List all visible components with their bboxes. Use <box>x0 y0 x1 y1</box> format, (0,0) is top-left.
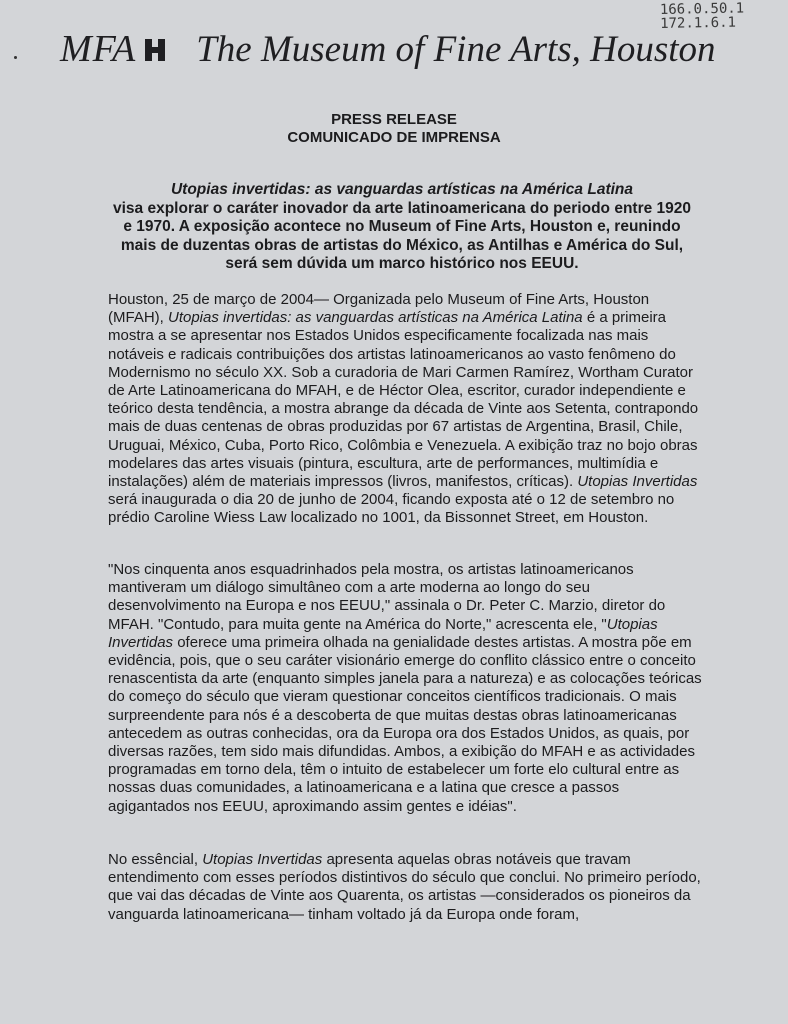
paragraph-text: oferece uma primeira olhada na genialidade destes artistas. A mostra põe em evidência, pois, que o seu caráter visionário emerge do conflito clássico entre o conceito renascentista da arte (enquanto simples janela para a natureza) e as colocações teóricas do começo do século que vieram questionar conceitos científicos tradicionais. O mais surpreendente para nós é a descoberta de que muitas destas obras latinoamericanas antecedem as outras conhecidas, ora da Europa ora dos Estados Unidos, as quais, por diversas razões, tem sido mais difundidas. Ambos, a exibição do MFAH e as actividades programadas em torno dela, têm o intuito de estabelecer um forte elo cultural entre as nossas duas comunidades, a latinoamericana e a latina que cresce a passos agigantados nos EEUU, aproximando assim gentes e idéias". <box>108 633 702 815</box>
lead-exhibition-title: Utopias invertidas: as vanguardas artísticas na América Latina <box>170 181 634 198</box>
paragraph-text: Houston, 25 de março de 2004— Organizada pelo Museum of Fine Arts, Houston (MFAH), <box>108 291 650 327</box>
paragraph-text: No essêncial, <box>108 851 203 868</box>
archive-note-line: 172.1.6.1 <box>659 14 737 32</box>
paragraph-text: será inaugurada o dia 20 de junho de 2004, ficando exposta até o 12 de setembro no prédio Caroline Wiess Law localizado no 1001, da Bissonnet Street, em Houston. <box>108 491 675 527</box>
paragraph-1 <box>108 291 702 528</box>
exhibition-title-em: Utopias Invertidas <box>577 473 698 491</box>
paragraph-text: apresenta aquelas obras notáveis que travam entendimento com esses períodos distintivos do século que conclui. No primeiro período, que vai das décadas de Vinte aos Quarenta, os artistas —considerados os pioneiros da vanguarda latinoamericana— tinham voltado já da Europa onde foram, <box>108 851 701 923</box>
release-heading <box>0 111 788 147</box>
mfah-h-logo-icon <box>144 38 166 62</box>
museum-name: The Museum of Fine Arts, Houston <box>196 28 716 70</box>
exhibition-title-em: Utopias invertidas: as vanguardas artísticas na América Latina <box>168 309 583 327</box>
mfa-abbrev: MFA <box>60 28 137 70</box>
exhibition-title-em: Utopias Invertidas <box>202 851 323 868</box>
paragraph-text: "Nos cinquenta anos esquadrinhados pela mostra, os artistas latinoamericanos mantiveram um diálogo simultâneo com a arte moderna ao longo do seu desenvolvimento na Europa e nos EEUU," assinala o Dr. Peter C. Marzio, diretor do MFAH. "Contudo, para muita gente na América do Norte," acrescenta ele, " <box>108 561 666 633</box>
lead-summary <box>108 181 696 274</box>
exhibition-title-em: Utopias Invertidas <box>108 615 658 651</box>
letterhead <box>60 24 760 74</box>
archive-note-line: 166.0.50.1 <box>659 0 745 18</box>
lead-text: visa explorar o caráter inovador da arte latinoamericana do periodo entre 1920 e 1970. A exposição acontece no Museum of Fine Arts, Houston e, reunindo mais de duzentas obras de artistas do México, as Antilhas e América do Sul, será sem dúvida um marco histórico nos EEUU. <box>112 199 692 272</box>
heading-line-comunicado: COMUNICADO DE IMPRENSA <box>287 129 501 146</box>
paragraph-3 <box>108 851 702 924</box>
paragraph-2 <box>108 561 702 816</box>
punch-mark <box>14 56 17 59</box>
heading-line-press-release: PRESS RELEASE <box>331 111 457 128</box>
paragraph-text: é a primeira mostra a se apresentar nos Estados Unidos especificamente focalizada nas mais notáveis e radicais contribuições dos artistas latinoamericanos ao vasto fenômeno do Modernismo no século XX. Sob a curadoria de Mari Carmen Ramírez, Wortham Curator de Arte Latinoamericana do MFAH, e de Héctor Olea, escritor, curador independiente e teórico desta tendência, a mostra abrange da década de Vinte aos Setenta, contrapondo mais de duas centenas de obras produzidas por 67 artistas de Argentina, Brasil, Chile, Uruguai, México, Cuba, Porto Rico, Colômbia e Venezuela. A exibição traz no bojo obras modelares das artes visuais (pintura, escultura, arte de performances, multimídia e instalações) além de materiais impressos (livros, manifestos, críticas). <box>108 309 699 491</box>
